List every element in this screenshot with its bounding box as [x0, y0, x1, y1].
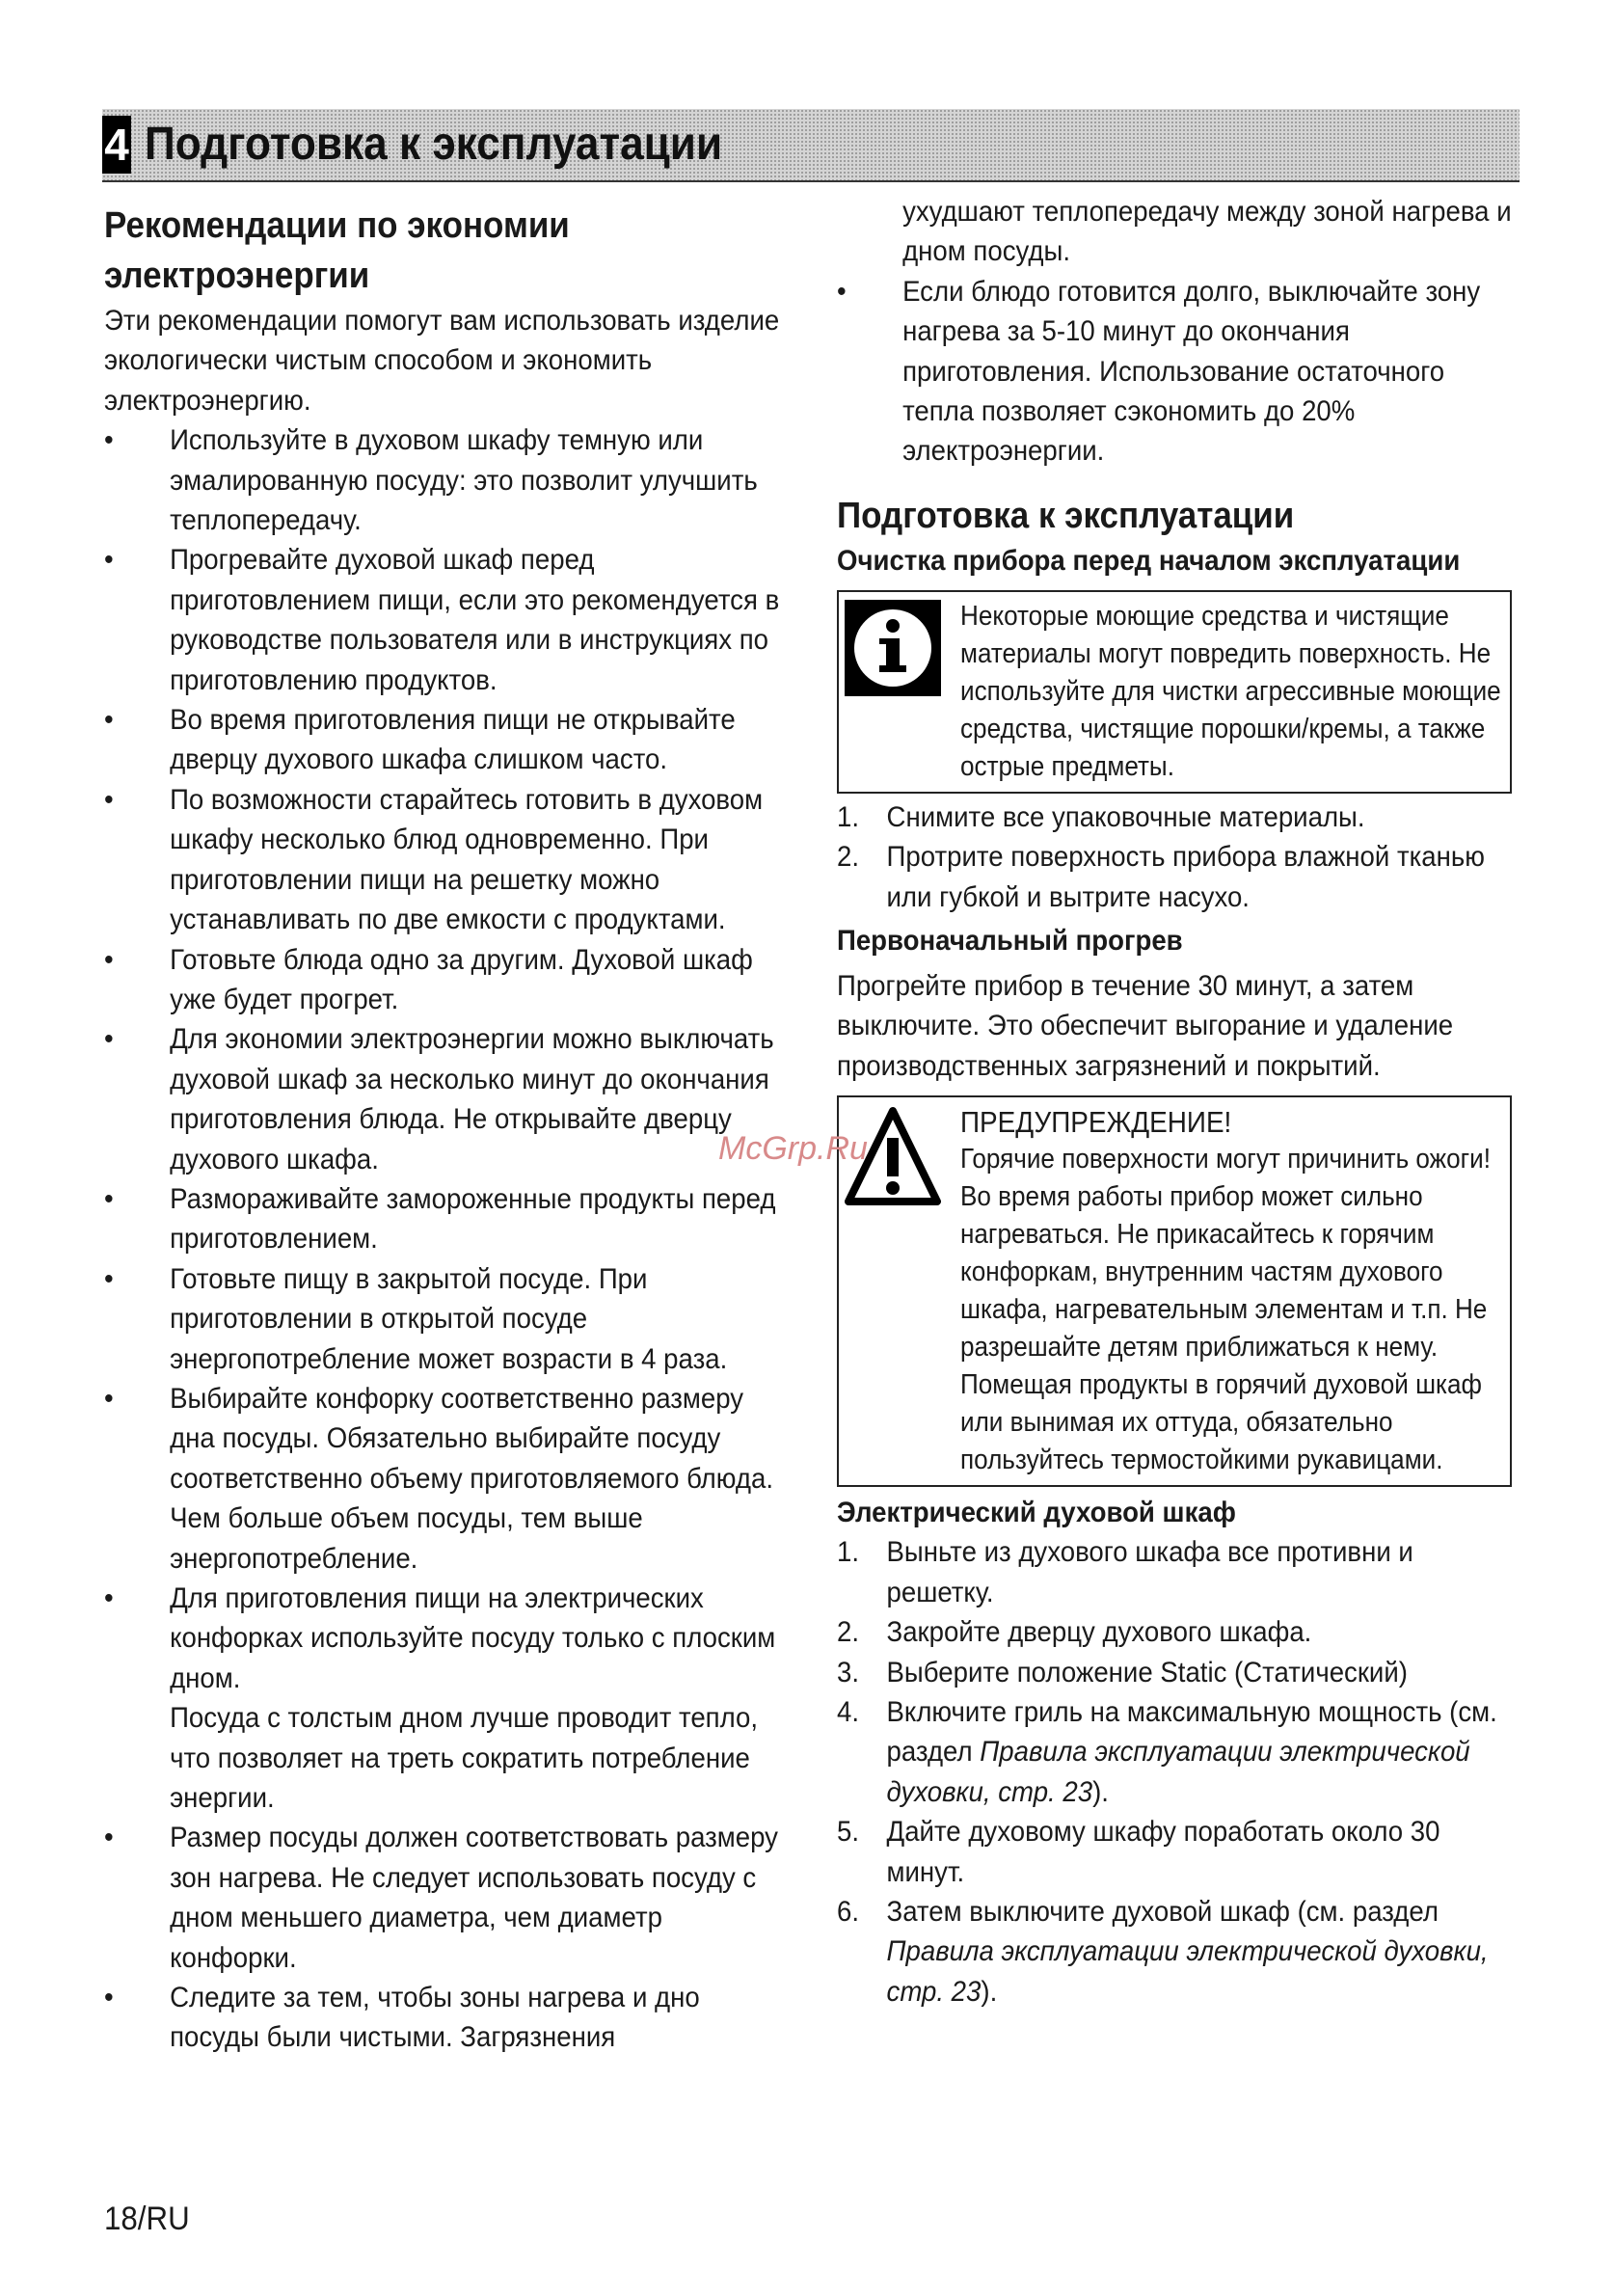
left-column: [104, 201, 791, 2058]
oven-subheading: Электрический духовой шкаф: [837, 1497, 1236, 1529]
list-item: [104, 1579, 791, 1818]
list-item-text: Для приготовления пищи на электрических конфорках используйте посуду только с плоским дном.: [170, 1582, 776, 1694]
step-number: 2.: [837, 1616, 860, 1649]
list-item: [837, 1612, 1512, 1652]
list-item: [837, 1532, 1512, 1612]
step-text: Выньте из духового шкафа все противни и решетку.: [886, 1536, 1413, 1608]
heat-text: Прогрейте прибор в течение 30 минут, а затем выключите. Это обеспечит выгорание и удаление производственных загрязнений и покрытий.: [837, 970, 1454, 1082]
step-reference: Правила эксплуатации электрической духовки, стр. 23: [886, 1736, 1470, 1808]
list-item: [837, 1812, 1512, 1892]
prep-heading: Подготовка к эксплуатации: [837, 495, 1295, 536]
info-icon: [839, 592, 956, 792]
watermark: McGrp.Ru: [718, 1130, 868, 1167]
list-item: [837, 1653, 1512, 1692]
list-item: • Во время приготовления пищи не открывайте дверцу духового шкафа слишком часто.: [104, 700, 791, 780]
list-item: [837, 837, 1512, 917]
step-number: 5.: [837, 1816, 860, 1849]
step-text: Выберите положение Static (Статический): [886, 1656, 1408, 1688]
clean-subheading: Очистка прибора перед началом эксплуатации: [837, 544, 1461, 577]
clean-steps-list: [837, 797, 1512, 917]
step-number: 4.: [837, 1695, 860, 1728]
info-note-text: Некоторые моющие средства и чистящие материалы могут повредить поверхность. Не используйте для чистки агрессивные моющие средства, чистящие порошки/кремы, а также острые предметы.: [960, 600, 1501, 782]
energy-heading: Рекомендации по экономии электроэнергии: [104, 205, 570, 296]
oven-steps-list: [837, 1532, 1512, 2012]
warning-box: [837, 1095, 1512, 1487]
step-text: Снимите все упаковочные материалы.: [886, 800, 1365, 833]
step-number: 3.: [837, 1656, 860, 1688]
list-item: • Размер посуды должен соответствовать размеру зон нагрева. Не следует использовать посуду с дном меньшего диаметра, чем диаметр конфорки.: [104, 1818, 791, 1978]
step-number: 1.: [837, 800, 860, 833]
list-item: • Используйте в духовом шкафу темную или эмалированную посуду: это позволит улучшить теплопередачу.: [104, 420, 791, 540]
list-item: [837, 1692, 1512, 1812]
list-item: [837, 797, 1512, 837]
list-item: • Для экономии электроэнергии можно выключать духовой шкаф за несколько минут до окончания приготовления блюда. Не открывайте дверцу духового шкафа.: [104, 1019, 791, 1179]
energy-intro: Эти рекомендации помогут вам использовать изделие экологически чистым способом и экономить электроэнергию.: [104, 305, 780, 417]
energy-tips-list: [104, 420, 791, 2058]
step-text: Включите гриль на максимальную мощность (см. раздел: [886, 1695, 1497, 1769]
section-title: Подготовка к эксплуатации: [145, 119, 723, 170]
step-text: Протрите поверхность прибора влажной тканью или губкой и вытрите насухо.: [886, 841, 1485, 913]
warning-line: Помещая продукты в горячий духовой шкаф или вынимая их оттуда, обязательно пользуйтесь термостойкими рукавицами.: [960, 1369, 1482, 1476]
page-number: 18/RU: [104, 2201, 190, 2237]
warning-title: ПРЕДУПРЕЖДЕНИЕ!: [960, 1105, 1232, 1140]
list-item: • Готовьте блюда одно за другим. Духовой шкаф уже будет прогрет.: [104, 940, 791, 1020]
step-text-end: ).: [981, 1975, 998, 2008]
bullet-continuation: ухудшают теплопередачу между зоной нагрева и дном посуды.: [902, 196, 1512, 268]
list-item: • По возможности старайтесь готовить в духовом шкафу несколько блюд одновременно. При приготовлении пищи на решетку можно устанавливать по две емкости с продуктами.: [104, 780, 791, 940]
energy-tips-list-cont: [837, 272, 1512, 472]
warning-line: Во время работы прибор может сильно нагреваться. Не прикасайтесь к горячим конфоркам, внутренним частям духового шкафа, нагревательным элементам и т.п. Не разрешайте детям приближаться к нему.: [960, 1181, 1488, 1364]
list-item: • Размораживайте замороженные продукты перед приготовлением.: [104, 1179, 791, 1259]
list-item: [837, 1892, 1512, 2012]
step-text: Закройте дверцу духового шкафа.: [886, 1616, 1312, 1649]
list-item: • Выбирайте конфорку соответственно размеру дна посуды. Обязательно выбирайте посуду соответственно объему приготовляемого блюда. Чем больше объем посуды, тем выше энергопотребление.: [104, 1379, 791, 1579]
list-item: • Если блюдо готовится долго, выключайте зону нагрева за 5-10 минут до окончания приготовления. Использование остаточного тепла позволяет сэкономить до 20% электроэнергии.: [837, 272, 1512, 472]
heat-subheading: Первоначальный прогрев: [837, 925, 1183, 958]
list-item: • Готовьте пищу в закрытой посуде. При приготовлении в открытой посуде энергопотребление может возрасти в 4 раза.: [104, 1259, 791, 1379]
step-reference: Правила эксплуатации электрической духовки, стр. 23: [886, 1935, 1489, 2008]
info-note-box: [837, 590, 1512, 794]
step-text: Затем выключите духовой шкаф (см. раздел: [886, 1895, 1439, 1928]
list-item: • Следите за тем, чтобы зоны нагрева и дно посуды были чистыми. Загрязнения: [104, 1978, 791, 2058]
section-number: 4: [102, 116, 131, 174]
step-number: 6.: [837, 1895, 860, 1928]
step-number: 2.: [837, 841, 860, 874]
step-text: Дайте духовому шкафу поработать около 30 минут.: [886, 1816, 1440, 1888]
right-column: [837, 192, 1512, 2012]
warning-line: Горячие поверхности могут причинить ожоги!: [960, 1144, 1491, 1175]
step-text-end: ).: [1092, 1775, 1109, 1808]
list-item: • Прогревайте духовой шкаф перед приготовлением пищи, если это рекомендуется в руководстве пользователя или в инструкциях по приготовлению продуктов.: [104, 540, 791, 700]
step-number: 1.: [837, 1536, 860, 1569]
list-item-extra: Посуда с толстым дном лучше проводит тепло, что позволяет на треть сократить потребление энергии.: [170, 1702, 759, 1815]
